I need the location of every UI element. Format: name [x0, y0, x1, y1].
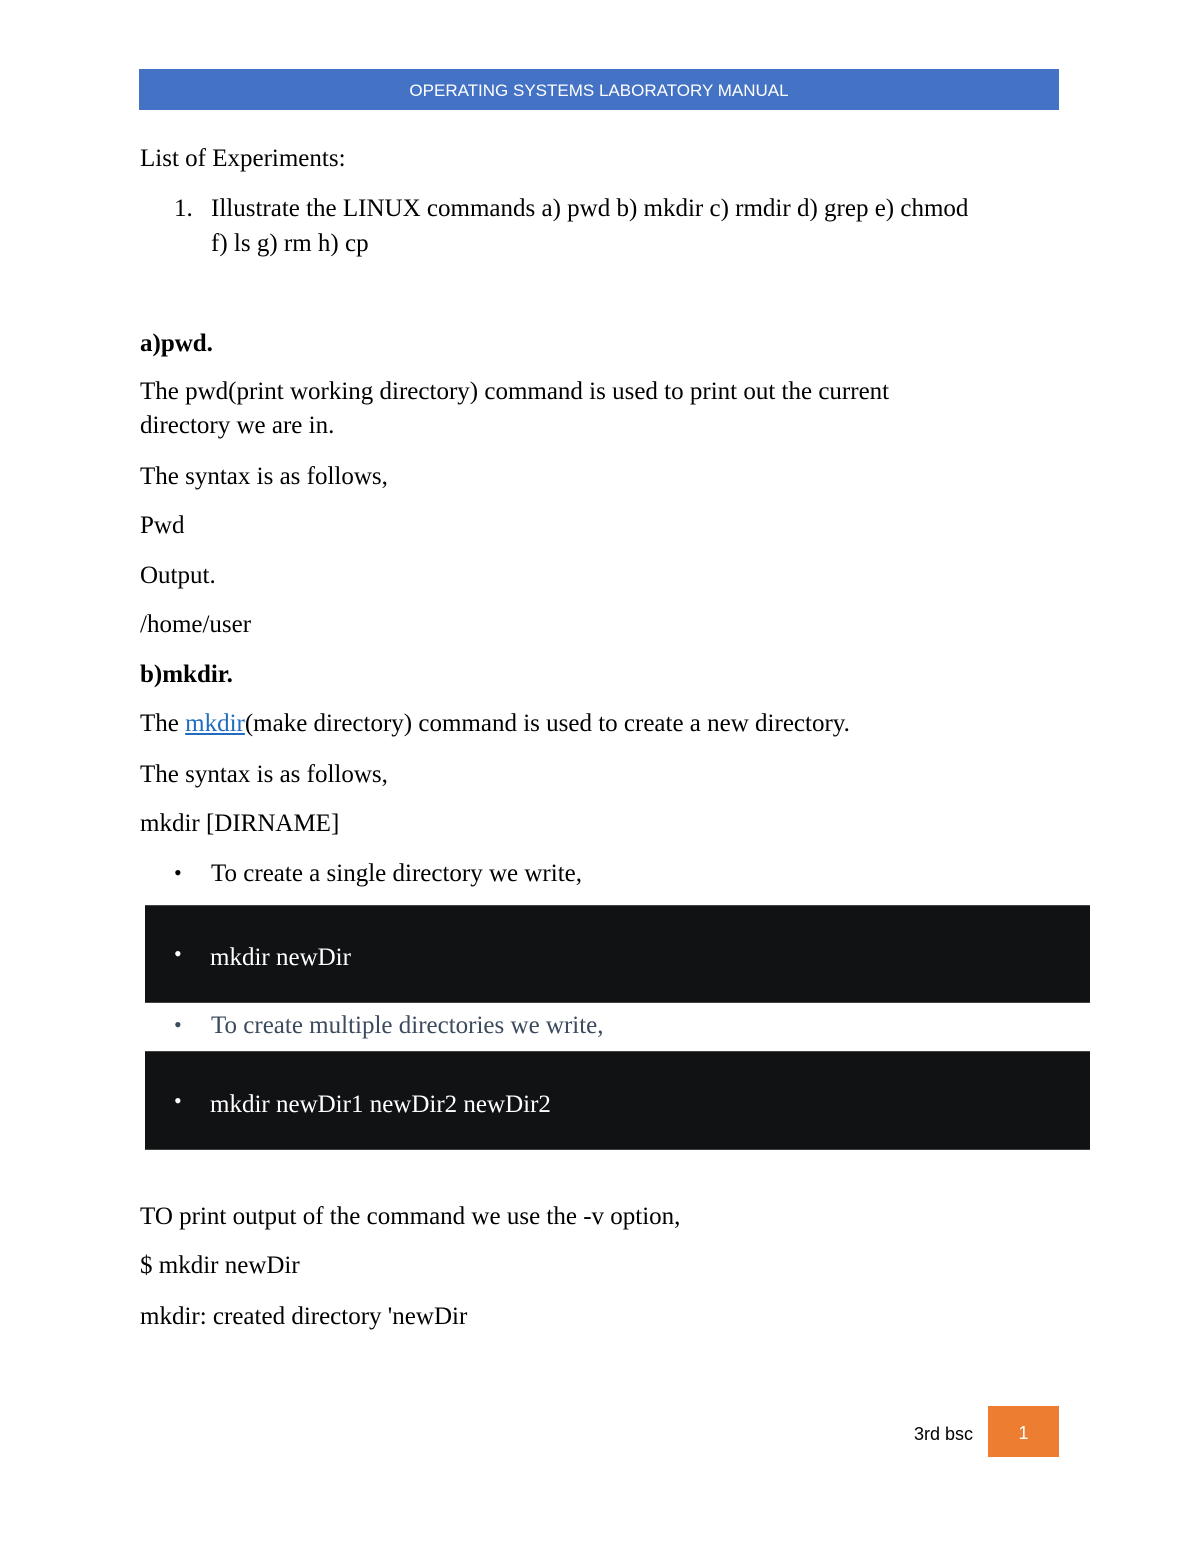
bullet-dot: •: [174, 941, 182, 966]
mkdir-syntax-intro: The syntax is as follows,: [140, 761, 388, 788]
code-multiple-text: mkdir newDir1 newDir2 newDir2: [210, 1091, 551, 1118]
bullet-dot: •: [174, 1088, 182, 1113]
pwd-syntax-intro: The syntax is as follows,: [140, 463, 388, 490]
pwd-description-line2: directory we are in.: [140, 412, 335, 439]
mkdir-description-prefix: The: [140, 710, 186, 737]
code-single-text: mkdir newDir: [210, 944, 351, 971]
mkdir-syntax: mkdir [DIRNAME]: [140, 810, 340, 837]
mkdir-description: [140, 706, 850, 741]
bullet-dot: •: [174, 1012, 182, 1037]
page-number: 1: [988, 1406, 1059, 1457]
footer-label: 3rd bsc: [914, 1424, 974, 1444]
running-header: OPERATING SYSTEMS LABORATORY MANUAL: [139, 69, 1059, 110]
pwd-heading: a)pwd.: [140, 330, 213, 357]
verbose-intro: TO print output of the command we use the -v option,: [140, 1203, 681, 1230]
code-block-single: [145, 905, 1090, 1003]
list-item-text-line1: Illustrate the LINUX commands a) pwd b) mkdir c) rmdir d) grep e) chmod: [211, 195, 969, 222]
bullet-multiple-text: To create multiple directories we write,: [211, 1012, 604, 1039]
mkdir-link[interactable]: mkdir: [185, 710, 245, 737]
list-item-text-line2: f) ls g) rm h) cp: [211, 230, 369, 257]
verbose-command: $ mkdir newDir: [140, 1252, 300, 1279]
code-block-multiple: [145, 1051, 1090, 1150]
list-heading: List of Experiments:: [140, 145, 346, 172]
pwd-output-label: Output.: [140, 562, 216, 589]
pwd-description-line1: The pwd(print working directory) command is used to print out the current: [140, 378, 890, 405]
bullet-single-text: To create a single directory we write,: [211, 860, 582, 887]
pwd-output: /home/user: [140, 611, 252, 638]
list-item-number: 1.: [174, 195, 193, 222]
mkdir-heading: b)mkdir.: [140, 661, 233, 688]
pwd-syntax: Pwd: [140, 512, 185, 539]
verbose-output: mkdir: created directory 'newDir: [140, 1303, 468, 1330]
mkdir-description-suffix: (make directory) command is used to create a new directory.: [244, 710, 850, 737]
bullet-dot: •: [174, 860, 182, 885]
